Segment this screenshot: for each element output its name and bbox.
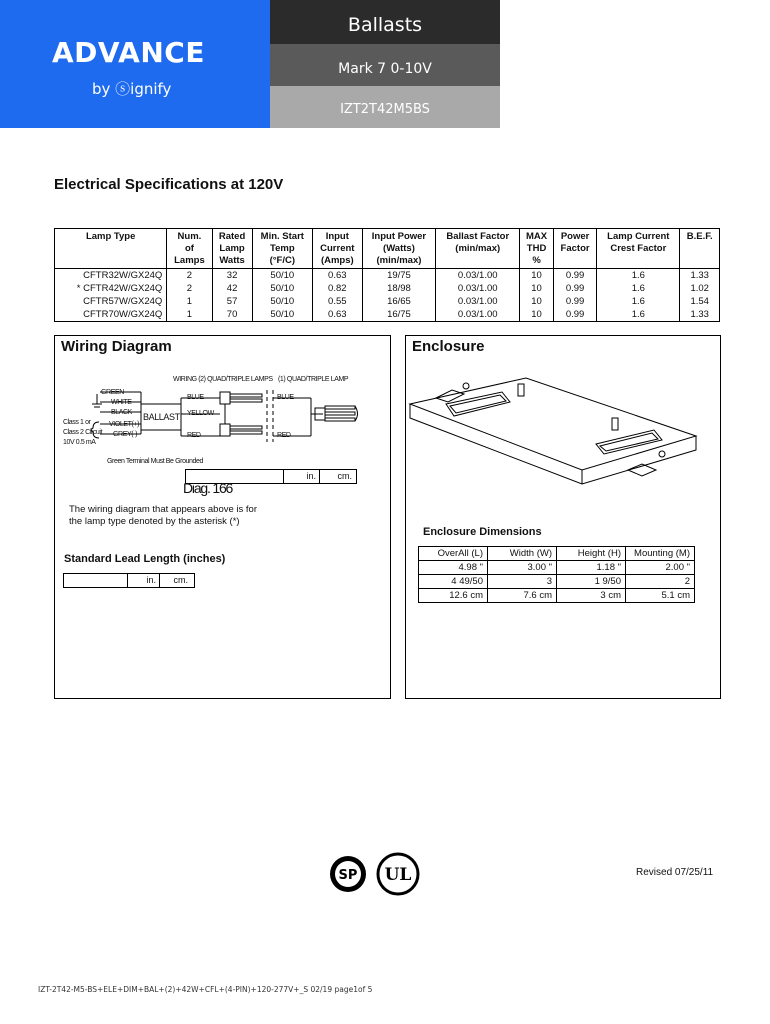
ground-note: Green Terminal Must Be Grounded — [107, 458, 204, 465]
spec-cell: 1 — [167, 308, 212, 322]
spec-cell: 0.03/1.00 — [436, 295, 520, 308]
enc-header-cell: Height (H) — [557, 547, 626, 561]
spec-cell: 10 — [520, 282, 554, 295]
spec-cell: 0.99 — [553, 308, 596, 322]
enc-cell: 3.00 " — [488, 561, 557, 575]
svg-text:UL: UL — [384, 865, 412, 885]
enc-cell: 12.6 cm — [419, 589, 488, 603]
wiring-single-label: (1) QUAD/TRIPLE LAMP — [278, 376, 349, 383]
spec-cell: 1.6 — [597, 282, 680, 295]
spec-cell: 10 — [520, 308, 554, 322]
spec-row — [55, 282, 720, 295]
enc-header-cell: Width (W) — [488, 547, 557, 561]
wiring-title: Wiring Diagram — [61, 338, 172, 355]
csa-logo-icon — [330, 856, 366, 892]
spec-cell: 50/10 — [252, 282, 312, 295]
spec-row — [55, 308, 720, 322]
spec-cell: 42 — [212, 282, 252, 295]
spec-header-cell: B.E.F. — [680, 229, 720, 269]
unit-in: in. — [284, 470, 320, 483]
spec-cell: 0.63 — [313, 308, 363, 322]
spec-cell: 1 — [167, 295, 212, 308]
spec-cell: 1.6 — [597, 295, 680, 308]
wire-black-label: BLACK — [111, 409, 132, 416]
diag-number: Diag. 166 — [183, 480, 233, 496]
enc-cell: 3 — [488, 575, 557, 589]
spec-cell: 50/10 — [252, 295, 312, 308]
enc-row — [419, 589, 695, 603]
lead-unit-cm: cm. — [173, 575, 188, 585]
certification-logos — [328, 850, 428, 900]
ul-logo-icon — [378, 854, 418, 894]
wire-grey-label: GREY(-) — [113, 431, 138, 438]
spec-cell: CFTR32W/GX24Q — [55, 269, 167, 283]
enclosure-dim-table — [418, 546, 695, 603]
spec-cell: 1.33 — [680, 308, 720, 322]
spec-header-cell: Num. of Lamps — [167, 229, 212, 269]
spec-header-cell: Lamp Current Crest Factor — [597, 229, 680, 269]
spec-cell: 0.55 — [313, 295, 363, 308]
spec-cell: 1.54 — [680, 295, 720, 308]
spec-cell: CFTR70W/GX24Q — [55, 308, 167, 322]
category-band: Ballasts — [270, 0, 500, 44]
spec-cell: 19/75 — [362, 269, 436, 283]
spec-header-cell: Power Factor — [553, 229, 596, 269]
spec-cell: 50/10 — [252, 308, 312, 322]
unit-cm: cm. — [337, 471, 352, 481]
enc-cell: 2.00 " — [626, 561, 695, 575]
wire-violet-label: VIOLET(+) — [109, 421, 140, 428]
spec-header-cell: Input Current (Amps) — [313, 229, 363, 269]
spec-header-cell: Lamp Type — [55, 229, 167, 269]
spec-cell: 57 — [212, 295, 252, 308]
enclosure-drawing — [406, 366, 718, 536]
spec-cell: 2 — [167, 282, 212, 295]
wire-white-label: WHITE — [111, 399, 132, 406]
spec-header-cell: Input Power (Watts) (min/max) — [362, 229, 436, 269]
brand-header — [0, 0, 270, 128]
spec-row — [55, 269, 720, 283]
spec-cell: 2 — [167, 269, 212, 283]
spec-cell: 10 — [520, 269, 554, 283]
wire-blue-label-2: BLUE — [277, 394, 294, 401]
spec-cell: 16/75 — [362, 308, 436, 322]
enc-row — [419, 561, 695, 575]
spec-cell: 0.99 — [553, 269, 596, 283]
spec-header-cell: MAX THD % — [520, 229, 554, 269]
spec-cell: 50/10 — [252, 269, 312, 283]
svg-text:SP: SP — [338, 868, 358, 883]
brand-logo: ADVANCE — [52, 36, 205, 69]
spec-cell: 70 — [212, 308, 252, 322]
wire-red-label: RED — [187, 432, 201, 439]
enc-header-cell: OverAll (L) — [419, 547, 488, 561]
wire-yellow-label: YELLOW — [187, 410, 214, 417]
enc-cell: 1.18 " — [557, 561, 626, 575]
spec-cell: 1.02 — [680, 282, 720, 295]
spec-header-cell: Min. Start Temp (°F/C) — [252, 229, 312, 269]
wiring-quad-label: WIRING (2) QUAD/TRIPLE LAMPS — [173, 376, 273, 383]
spec-cell: 32 — [212, 269, 252, 283]
model-band: IZT2T42M5BS — [270, 86, 500, 128]
enc-cell: 1 9/50 — [557, 575, 626, 589]
spec-row — [55, 295, 720, 308]
spec-cell: 1.33 — [680, 269, 720, 283]
spec-header-cell: Rated Lamp Watts — [212, 229, 252, 269]
brand-byline: by ⓢignify — [92, 80, 172, 98]
spec-cell: 0.03/1.00 — [436, 282, 520, 295]
enc-cell: 7.6 cm — [488, 589, 557, 603]
enclosure-title: Enclosure — [412, 338, 485, 355]
spec-title: Electrical Specifications at 120V — [54, 176, 284, 193]
spec-cell: CFTR57W/GX24Q — [55, 295, 167, 308]
wiring-panel — [54, 335, 391, 699]
lead-unit-in: in. — [128, 574, 160, 587]
spec-table — [54, 228, 720, 322]
spec-cell: 18/98 — [362, 282, 436, 295]
spec-cell: * CFTR42W/GX24Q — [55, 282, 167, 295]
wire-green-label: GREEN — [101, 389, 124, 396]
spec-header-cell: Ballast Factor (min/max) — [436, 229, 520, 269]
spec-cell: 16/65 — [362, 295, 436, 308]
spec-cell: 0.63 — [313, 269, 363, 283]
enc-cell: 4 49/50 — [419, 575, 488, 589]
wire-blue-label: BLUE — [187, 394, 204, 401]
ballast-label: BALLAST — [143, 412, 180, 422]
spec-cell: 0.03/1.00 — [436, 308, 520, 322]
enclosure-dim-title: Enclosure Dimensions — [423, 526, 542, 538]
spec-cell: 1.6 — [597, 269, 680, 283]
footer-doc-id: IZT-2T42-M5-BS+ELE+DIM+BAL+(2)+42W+CFL+(4-PIN)+120-277V+_S 02/19 page1of 5 — [38, 985, 373, 994]
enc-row — [419, 575, 695, 589]
spec-cell: 0.99 — [553, 295, 596, 308]
lead-length-box — [63, 573, 195, 588]
wire-red-label-2: RED — [277, 432, 291, 439]
spec-cell: 0.82 — [313, 282, 363, 295]
class-circuit-note: Class 1 or Class 2 Circuit 10V 0.5 mA — [63, 419, 103, 446]
enc-cell: 3 cm — [557, 589, 626, 603]
series-band: Mark 7 0-10V — [270, 44, 500, 86]
enc-cell: 4.98 " — [419, 561, 488, 575]
lead-title: Standard Lead Length (inches) — [64, 553, 226, 565]
spec-cell: 0.99 — [553, 282, 596, 295]
wiring-note: The wiring diagram that appears above is for the lamp type denoted by the asterisk (*) — [69, 504, 257, 527]
enclosure-panel — [405, 335, 721, 699]
revised-date: Revised 07/25/11 — [636, 867, 714, 878]
spec-cell: 1.6 — [597, 308, 680, 322]
spec-cell: 10 — [520, 295, 554, 308]
enc-cell: 5.1 cm — [626, 589, 695, 603]
enc-header-cell: Mounting (M) — [626, 547, 695, 561]
enc-cell: 2 — [626, 575, 695, 589]
spec-cell: 0.03/1.00 — [436, 269, 520, 283]
